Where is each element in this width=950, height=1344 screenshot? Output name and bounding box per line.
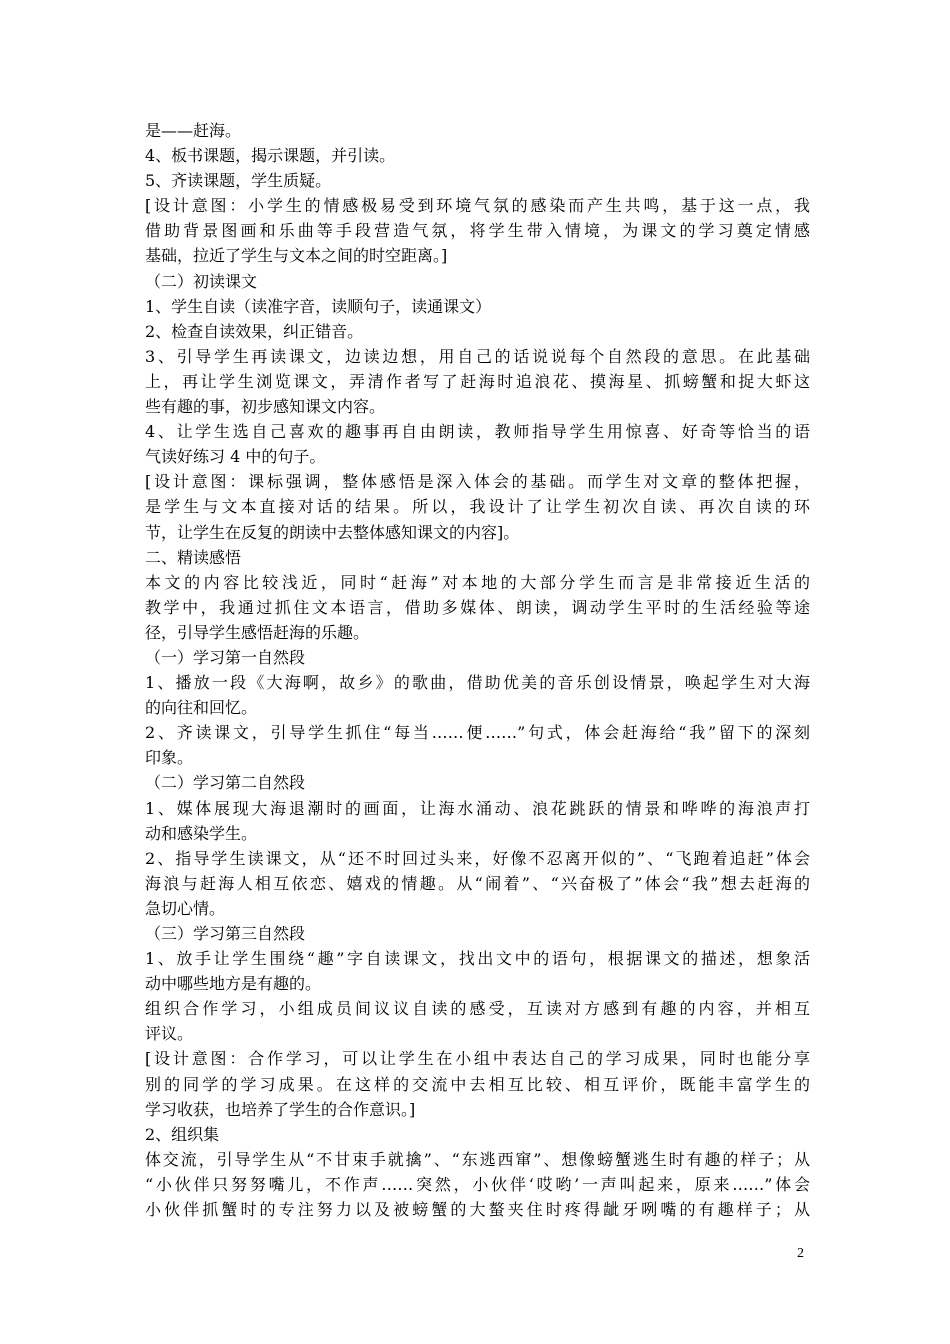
text-line: 别的同学的学习成果。在这样的交流中去相互比较、相互评价，既能丰富学生的 <box>145 1074 810 1094</box>
text-line: “小伙伴只努努嘴儿，不作声……突然，小伙伴‘哎哟’一声叫起来，原来……”体会 <box>145 1174 810 1194</box>
text-line: 基础，拉近了学生与文本之间的时空距离。] <box>145 246 448 266</box>
text-line: 5、齐读课题，学生质疑。 <box>145 171 332 191</box>
text-line: 的向往和回忆。 <box>145 698 258 718</box>
text-line: 2、检查自读效果，纠正错音。 <box>145 321 364 341</box>
document-body <box>145 118 810 1222</box>
text-line: 2、齐读课文，引导学生抓住“每当……便……”句式，体会赶海给“我”留下的深刻 <box>145 723 810 743</box>
text-line: 教学中，我通过抓住文本语言，借助多媒体、朗读，调动学生平时的生活经验等途 <box>145 597 810 617</box>
text-line: [设计意图：合作学习，可以让学生在小组中表达自己的学习成果，同时也能分享 <box>145 1049 810 1069</box>
text-line: 本文的内容比较浅近，同时“赶海”对本地的大部分学生而言是非常接近生活的 <box>145 572 810 592</box>
text-line: 1、播放一段《大海啊，故乡》的歌曲，借助优美的音乐创设情景，唤起学生对大海 <box>145 673 810 693</box>
text-line: 1、放手让学生围绕“趣”字自读课文，找出文中的语句，根据课文的描述，想象活 <box>145 949 810 969</box>
text-line: 3、引导学生再读课文，边读边想，用自己的话说说每个自然段的意思。在此基础 <box>145 346 810 366</box>
text-line: 节，让学生在反复的朗读中去整体感知课文的内容]。 <box>145 522 520 542</box>
text-line: [设计意图：课标强调，整体感悟是深入体会的基础。而学生对文章的整体把握， <box>145 472 810 492</box>
text-line: （一）学习第一自然段 <box>145 647 306 667</box>
text-line: 印象。 <box>145 748 194 768</box>
text-line: 4、板书课题，揭示课题，并引读。 <box>145 146 396 166</box>
text-line: （二）学习第二自然段 <box>145 773 306 793</box>
text-line: 径，引导学生感悟赶海的乐趣。 <box>145 622 370 642</box>
text-line: 评议。 <box>145 1024 194 1044</box>
text-line: 动中哪些地方是有趣的。 <box>145 974 322 994</box>
text-line: 1、学生自读（读准字音，读顺句子，读通课文） <box>145 296 492 316</box>
text-line: 二、精读感悟 <box>145 547 242 567</box>
text-line: 些有趣的事，初步感知课文内容。 <box>145 397 386 417</box>
text-line: 2、组织集 <box>145 1124 220 1144</box>
text-line: 上，再让学生浏览课文，弄清作者写了赶海时追浪花、摸海星、抓螃蟹和捉大虾这 <box>145 371 810 391</box>
text-line: [设计意图：小学生的情感极易受到环境气氛的感染而产生共鸣，基于这一点，我 <box>145 196 810 216</box>
text-line: （二）初读课文 <box>145 271 258 291</box>
text-line: 气读好练习 4 中的句子。 <box>145 447 326 467</box>
page-number: 2 <box>797 1246 804 1261</box>
text-line: 海浪与赶海人相互依恋、嬉戏的情趣。从“闹着”、“兴奋极了”体会“我”想去赶海的 <box>145 873 810 893</box>
text-line: 是学生与文本直接对话的结果。所以，我设计了让学生初次自读、再次自读的环 <box>145 497 810 517</box>
text-line: 1、媒体展现大海退潮时的画面，让海水涌动、浪花跳跃的情景和哗哗的海浪声打 <box>145 798 810 818</box>
text-line: 组织合作学习，小组成员间议议自读的感受，互读对方感到有趣的内容，并相互 <box>145 999 810 1019</box>
text-line: 急切心情。 <box>145 898 226 918</box>
text-line: 2、指导学生读课文，从“还不时回过头来，好像不忍离开似的”、“飞跑着追赶”体会 <box>145 848 810 868</box>
text-line: 小伙伴抓蟹时的专注努力以及被螃蟹的大螯夹住时疼得龇牙咧嘴的有趣样子；从 <box>145 1200 810 1220</box>
text-line: 4、让学生选自己喜欢的趣事再自由朗读，教师指导学生用惊喜、好奇等恰当的语 <box>145 422 810 442</box>
text-line: 借助背景图画和乐曲等手段营造气氛，将学生带入情境，为课文的学习奠定情感 <box>145 221 810 241</box>
text-line: 体交流，引导学生从“不甘束手就擒”、“东逃西窜”、想像螃蟹逃生时有趣的样子；从 <box>145 1149 810 1169</box>
text-line: 学习收获，也培养了学生的合作意识。] <box>145 1099 416 1119</box>
text-line: 动和感染学生。 <box>145 823 258 843</box>
text-line: （三）学习第三自然段 <box>145 924 306 943</box>
text-line: 是——赶海。 <box>145 121 242 140</box>
